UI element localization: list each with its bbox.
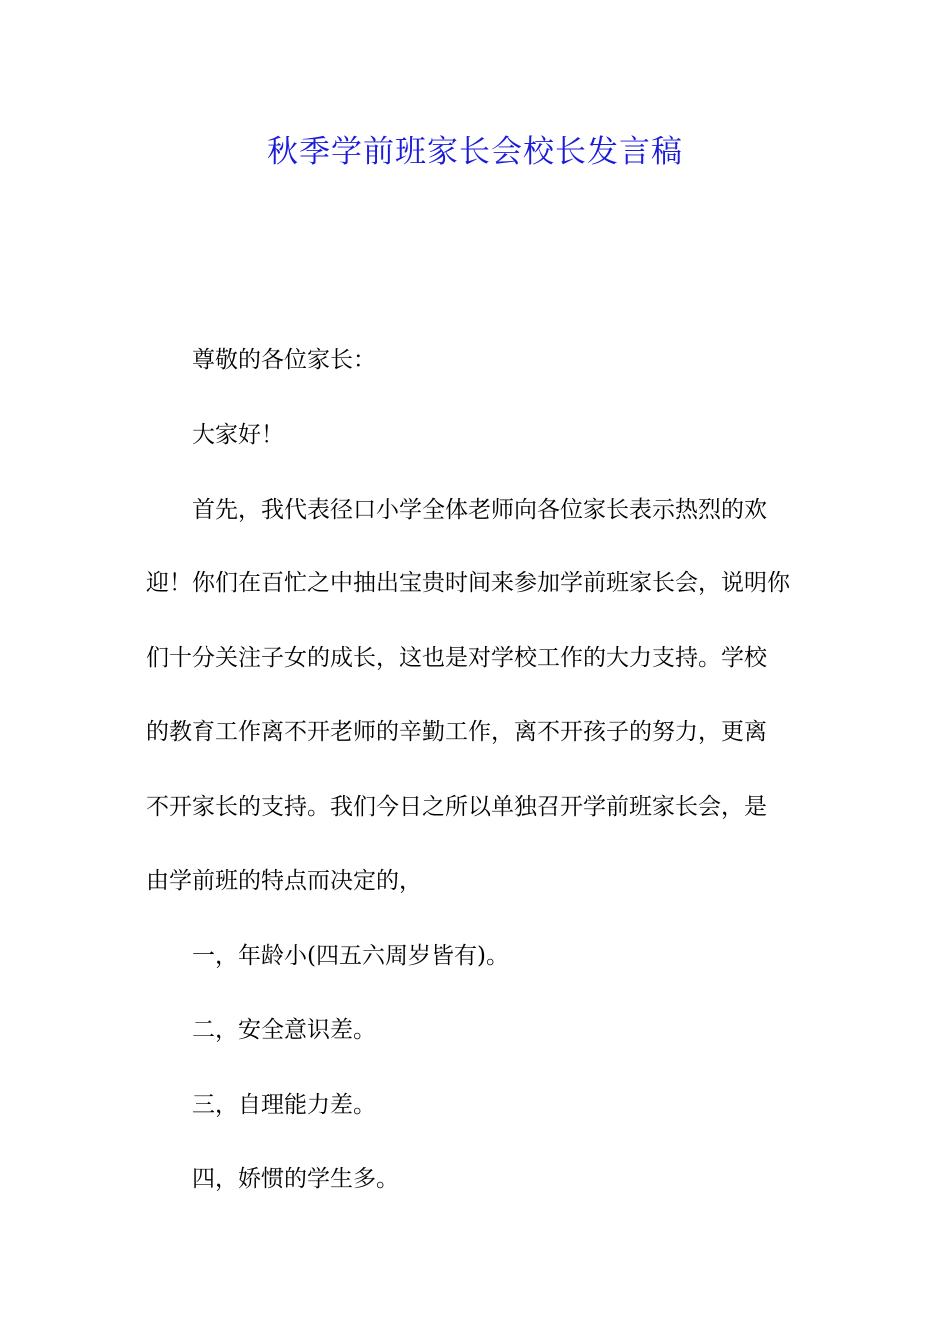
greeting: 大家好！ bbox=[192, 422, 284, 448]
point-item: 二，安全意识差。 bbox=[192, 1017, 376, 1043]
document-body bbox=[146, 0, 808, 1344]
paragraph-line: 们十分关注子女的成长，这也是对学校工作的大力支持。学校 bbox=[146, 645, 767, 671]
salutation: 尊敬的各位家长： bbox=[192, 347, 376, 373]
point-item: 三，自理能力差。 bbox=[192, 1092, 376, 1118]
point-item: 四，娇惯的学生多。 bbox=[192, 1166, 399, 1192]
paragraph-line: 由学前班的特点而决定的， bbox=[146, 868, 422, 894]
paragraph-line: 首先，我代表径口小学全体老师向各位家长表示热烈的欢 bbox=[192, 497, 767, 523]
paragraph-line: 的教育工作离不开老师的辛勤工作，离不开孩子的努力，更离 bbox=[146, 719, 767, 745]
point-item: 一，年龄小(四五六周岁皆有)。 bbox=[192, 943, 509, 969]
document-title: 秋季学前班家长会校长发言稿 bbox=[267, 134, 683, 170]
paragraph-line: 迎！你们在百忙之中抽出宝贵时间来参加学前班家长会，说明你 bbox=[146, 570, 790, 596]
paragraph-line: 不开家长的支持。我们今日之所以单独召开学前班家长会，是 bbox=[146, 794, 767, 820]
